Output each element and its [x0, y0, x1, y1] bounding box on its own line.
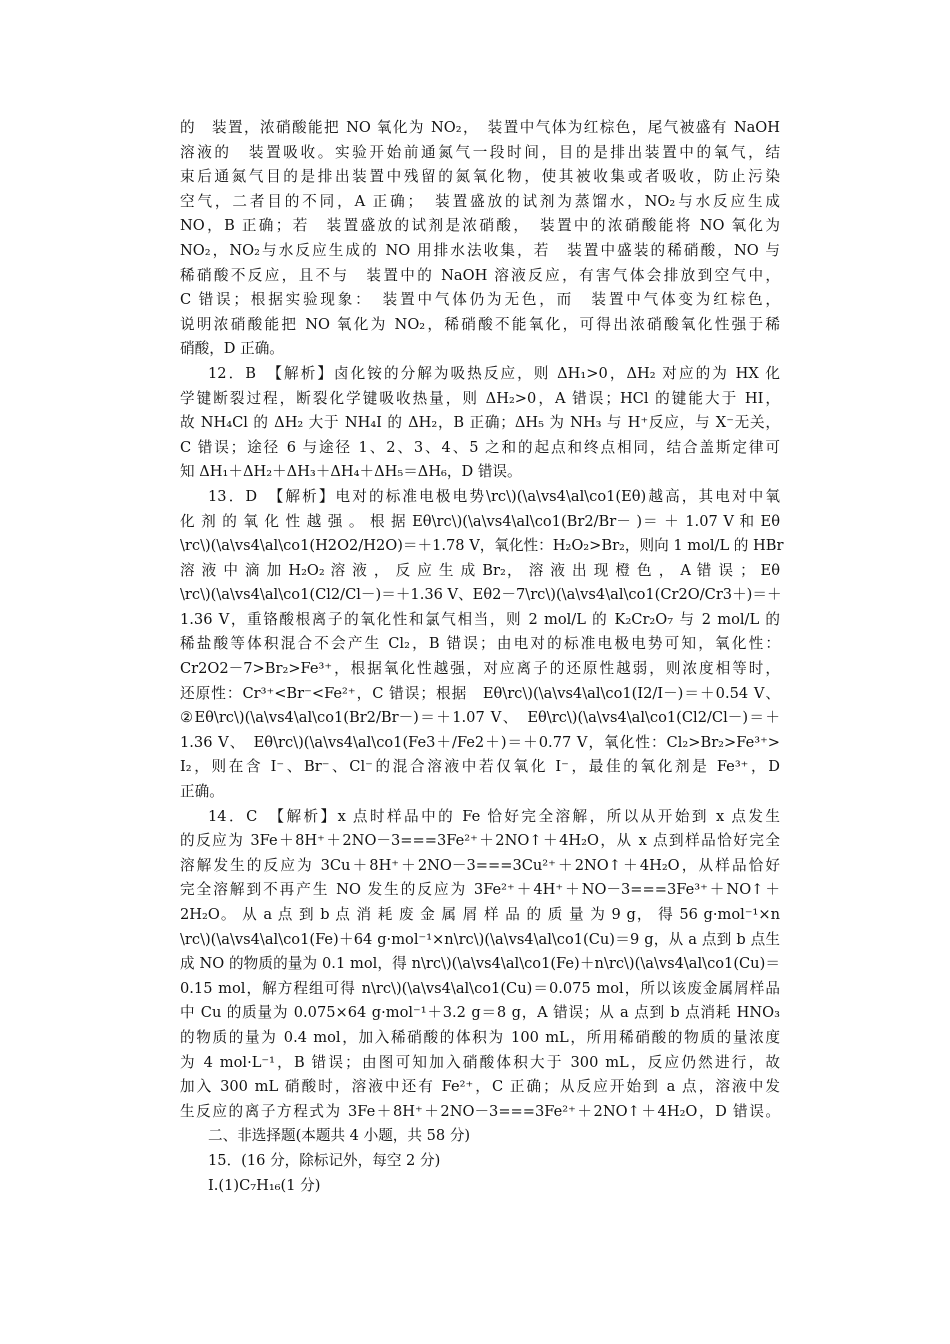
text-line: 中 Cu 的质量为 0.075×64 g·mol⁻¹＋3.2 g＝8 g，A 错误；从 a 点到 b 点消耗 HNO₃	[180, 1004, 780, 1022]
text-line: 加入 300 mL 硝酸时，溶液中还有 Fe²⁺，C 正确；从反应开始到 a 点，溶液中发	[180, 1078, 780, 1096]
text-line: 1.36 V，重铬酸根离子的氧化性和氯气相当，则 2 mol/L 的 K₂Cr₂O₇ 与 2 mol/L 的	[180, 610, 780, 628]
text-line: 溶 液 中 滴 加 H₂O₂ 溶 液 ， 反 应 生 成 Br₂， 溶 液 出 现 橙 色 ， A 错 误 ； Eθ	[180, 561, 780, 579]
text-line: 稀硝酸不反应，且不与 装置中的 NaOH 溶液反应，有害气体会排放到空气中，	[180, 266, 780, 284]
body-text	[180, 116, 784, 1198]
text-line: 溶液的 装置吸收。实验开始前通氮气一段时间，目的是排出装置中的氧气，结	[180, 143, 780, 161]
text-line: 正确。	[180, 783, 224, 801]
text-line: 稀盐酸等体积混合不会产生 Cl₂，B 错误；由电对的标准电极电势可知，氧化性：	[180, 635, 780, 653]
text-line: 生反应的离子方程式为 3Fe＋8H⁺＋2NO－3===3Fe²⁺＋2NO↑＋4H₂O，D 错误。	[180, 1102, 780, 1120]
text-line: 2H₂O。 从 a 点 到 b 点 消 耗 废 金 属 屑 样 品 的 质 量 为 9 g， 得 56 g·mol⁻¹×n	[180, 906, 780, 923]
text-line: NO₂，NO₂与水反应生成的 NO 用排水法收集，若 装置中盛装的稀硝酸，NO 与	[180, 241, 780, 259]
text-line: \rc\)(\a\vs4\al\co1(H2O2/H2O)＝＋1.78 V，氧化性：H₂O₂>Br₂，则向 1 mol/L 的 HBr	[180, 537, 784, 555]
text-line: C 错误；途径 6 与途径 1、2、3、4、5 之和的起点和终点相同，结合盖斯定律可	[180, 438, 780, 456]
text-line: 知 ΔH₁＋ΔH₂＋ΔH₃＋ΔH₄＋ΔH₅＝ΔH₆，D 错误。	[180, 463, 522, 481]
text-line: 15．(16 分，除标记外，每空 2 分)	[208, 1151, 441, 1169]
text-line: 二、非选择题(本题共 4 小题，共 58 分)	[208, 1127, 471, 1145]
text-line: 的物质的量为 0.4 mol，加入稀硝酸的体积为 100 mL，所用稀硝酸的物质的量浓度	[180, 1028, 780, 1046]
text-line: 的 装置，浓硝酸能把 NO 氧化为 NO₂， 装置中气体为红棕色，尾气被盛有 NaOH	[180, 119, 780, 136]
text-line: C 错误；根据实验现象： 装置中气体仍为无色，而 装置中气体变为红棕色，	[180, 291, 780, 309]
text-line: 为 4 mol·L⁻¹，B 错误；由图可知加入硝酸体积大于 300 mL，反应仍然进行，故	[180, 1053, 780, 1071]
text-line: 0.15 mol，解方程组可得 n\rc\)(\a\vs4\al\co1(Cu)＝0.075 mol，所以该废金属屑样品	[180, 979, 780, 997]
text-line: 硝酸，D 正确。	[180, 340, 284, 358]
text-line: 12．B 【解析】卤化铵的分解为吸热反应，则 ΔH₁>0，ΔH₂ 对应的为 HX 化	[208, 364, 780, 382]
text-line: ②Eθ\rc\)(\a\vs4\al\co1(Br2/Br－)＝＋1.07 V、 Eθ\rc\)(\a\vs4\al\co1(Cl2/Cl－)＝＋	[180, 709, 780, 727]
text-line: \rc\)(\a\vs4\al\co1(Fe)＋64 g·mol⁻¹×n\rc\)(\a\vs4\al\co1(Cu)＝9 g，从 a 点到 b 点生	[180, 930, 780, 948]
text-line: NO，B 正确；若 装置盛放的试剂是浓硝酸， 装置中的浓硝酸能将 NO 氧化为	[180, 217, 780, 235]
text-line: 束后通氮气目的是排出装置中残留的氮氧化物，使其被收集或者吸收，防止污染	[180, 168, 780, 186]
text-line: Ⅰ.(1)C₇H₁₆(1 分)	[208, 1176, 321, 1194]
text-line: 1.36 V、 Eθ\rc\)(\a\vs4\al\co1(Fe3＋/Fe2＋)＝＋0.77 V，氧化性：Cl₂>Br₂>Fe³⁺>	[180, 733, 780, 751]
text-line: 化 剂 的 氧 化 性 越 强 。 根 据 Eθ\rc\)(\a\vs4\al\co1(Br2/Br－ )＝ ＋ 1.07 V 和 Eθ	[180, 512, 780, 530]
text-line: 的反应为 3Fe＋8H⁺＋2NO－3===3Fe²⁺＋2NO↑＋4H₂O，从 x 点到样品恰好完全	[180, 832, 780, 850]
text-line: 学键断裂过程，断裂化学键吸收热量，则 ΔH₂>0，A 错误；HCl 的键能大于 HI，	[180, 389, 780, 407]
text-line: 13．D 【解析】电对的标准电极电势\rc\)(\a\vs4\al\co1(Eθ)越高，其电对中氧	[208, 487, 780, 505]
text-line: 还原性：Cr³⁺<Br⁻<Fe²⁺，C 错误；根据 Eθ\rc\)(\a\vs4\al\co1(I2/I－)＝＋0.54 V、	[180, 684, 780, 702]
text-line: 溶解发生的反应为 3Cu＋8H⁺＋2NO－3===3Cu²⁺＋2NO↑＋4H₂O，从样品恰好	[180, 856, 780, 874]
text-line: I₂，则在含 I⁻、Br⁻、Cl⁻的混合溶液中若仅氧化 I⁻，最佳的氧化剂是 Fe³⁺，D	[180, 758, 780, 776]
text-line: 14．C 【解析】x 点时样品中的 Fe 恰好完全溶解，所以从开始到 x 点发生	[208, 807, 780, 825]
text-line: 空气，二者目的不同，A 正确； 装置盛放的试剂为蒸馏水，NO₂与水反应生成	[180, 192, 780, 210]
text-line: \rc\)(\a\vs4\al\co1(Cl2/Cl－)＝＋1.36 V、Eθ2－7\rc\)(\a\vs4\al\co1(Cr2O/Cr3＋)＝＋	[180, 586, 782, 604]
text-line: 故 NH₄Cl 的 ΔH₂ 大于 NH₄I 的 ΔH₂，B 正确；ΔH₅ 为 NH₃ 与 H⁺反应，与 X⁻无关，	[180, 414, 780, 432]
text-line: Cr2O2－7>Br₂>Fe³⁺，根据氧化性越强，对应离子的还原性越弱，则浓度相等时，	[180, 660, 780, 678]
text-line: 说明浓硝酸能把 NO 氧化为 NO₂，稀硝酸不能氧化，可得出浓硝酸氧化性强于稀	[180, 315, 780, 333]
text-line: 完全溶解到不再产生 NO 发生的反应为 3Fe²⁺＋4H⁺＋NO－3===3Fe³⁺＋NO↑＋	[180, 881, 780, 899]
text-line: 成 NO 的物质的量为 0.1 mol，得 n\rc\)(\a\vs4\al\co1(Fe)＋n\rc\)(\a\vs4\al\co1(Cu)＝	[180, 955, 780, 973]
